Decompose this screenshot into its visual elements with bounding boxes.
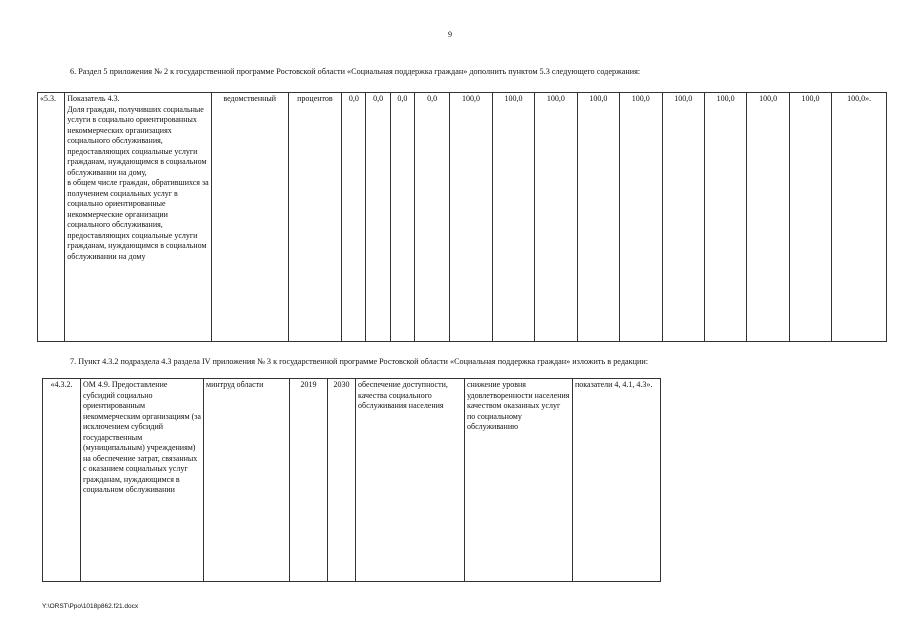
value-cell: 0,0 bbox=[342, 93, 366, 342]
value-cell: 0,0 bbox=[366, 93, 390, 342]
value-cell: 100,0 bbox=[620, 93, 662, 342]
indicator-link: показатели 4, 4.1, 4.3». bbox=[573, 379, 661, 582]
value-cell: 100,0 bbox=[704, 93, 746, 342]
paragraph-7: 7. Пункт 4.3.2 подраздела 4.3 раздела IV приложения № 3 к государственной программе Ростовской области «Социальная поддержка граждан» изложить в редакции: bbox=[70, 357, 649, 366]
indicator-type: ведомственный bbox=[211, 93, 288, 342]
value-cell: 0,0 bbox=[390, 93, 414, 342]
value-cell: 100,0 bbox=[492, 93, 534, 342]
end-year: 2030 bbox=[328, 379, 356, 582]
indicator-table bbox=[37, 92, 887, 342]
executor: минтруд области bbox=[204, 379, 290, 582]
table-row bbox=[43, 379, 661, 582]
indicator-name: Показатель 4.3. Доля граждан, получивших социальные услуги в социально ориентированных некоммерческих организациях социального обслуживания, предоставляющих социальные услуги гражданам, нуждающимся в социальном обслуживании на дому, в общем числе граждан, обратившихся за получением социальных услуг в социально ориентированные некоммерческие организации социального обслуживания, предоставляющих социальные услуги гражданам, нуждающимся в социальном обслуживании на дому bbox=[65, 93, 212, 342]
value-cell: 100,0 bbox=[747, 93, 789, 342]
measure-name: ОМ 4.9. Предоставление субсидий социально ориентированным некоммерческим организациям (за исключением субсидий государственным (муниципальным) учреждениям) на обеспечение затрат, связанных с оказанием социальных услуг гражданам, нуждающимся в социальном обслуживании bbox=[81, 379, 204, 582]
measure-table bbox=[42, 378, 661, 582]
value-cell: 100,0 bbox=[662, 93, 704, 342]
file-path-footer: Y:\ORST\Ppo\1018p862.f21.docx bbox=[42, 603, 139, 610]
row-number: «5.3. bbox=[38, 93, 65, 342]
paragraph-6: 6. Раздел 5 приложения № 2 к государственной программе Ростовской области «Социальная поддержка граждан» дополнить пунктом 5.3 следующего содержания: bbox=[70, 67, 641, 76]
value-cell: 100,0 bbox=[450, 93, 492, 342]
row-number: «4.3.2. bbox=[43, 379, 81, 582]
value-cell: 100,0 bbox=[535, 93, 577, 342]
expected-result: обеспечение доступности, качества социального обслуживания населения bbox=[356, 379, 465, 582]
value-cell: 0,0 bbox=[414, 93, 449, 342]
value-cell: 100,0 bbox=[789, 93, 831, 342]
indicator-unit: процентов bbox=[288, 93, 342, 342]
table-row bbox=[38, 93, 887, 342]
non-implementation-consequence: снижение уровня удовлетворенности населения качеством оказанных услуг по социальному обслуживанию bbox=[465, 379, 573, 582]
start-year: 2019 bbox=[290, 379, 328, 582]
page-number: 9 bbox=[448, 30, 452, 39]
value-cell: 100,0 bbox=[577, 93, 619, 342]
value-cell: 100,0». bbox=[832, 93, 887, 342]
